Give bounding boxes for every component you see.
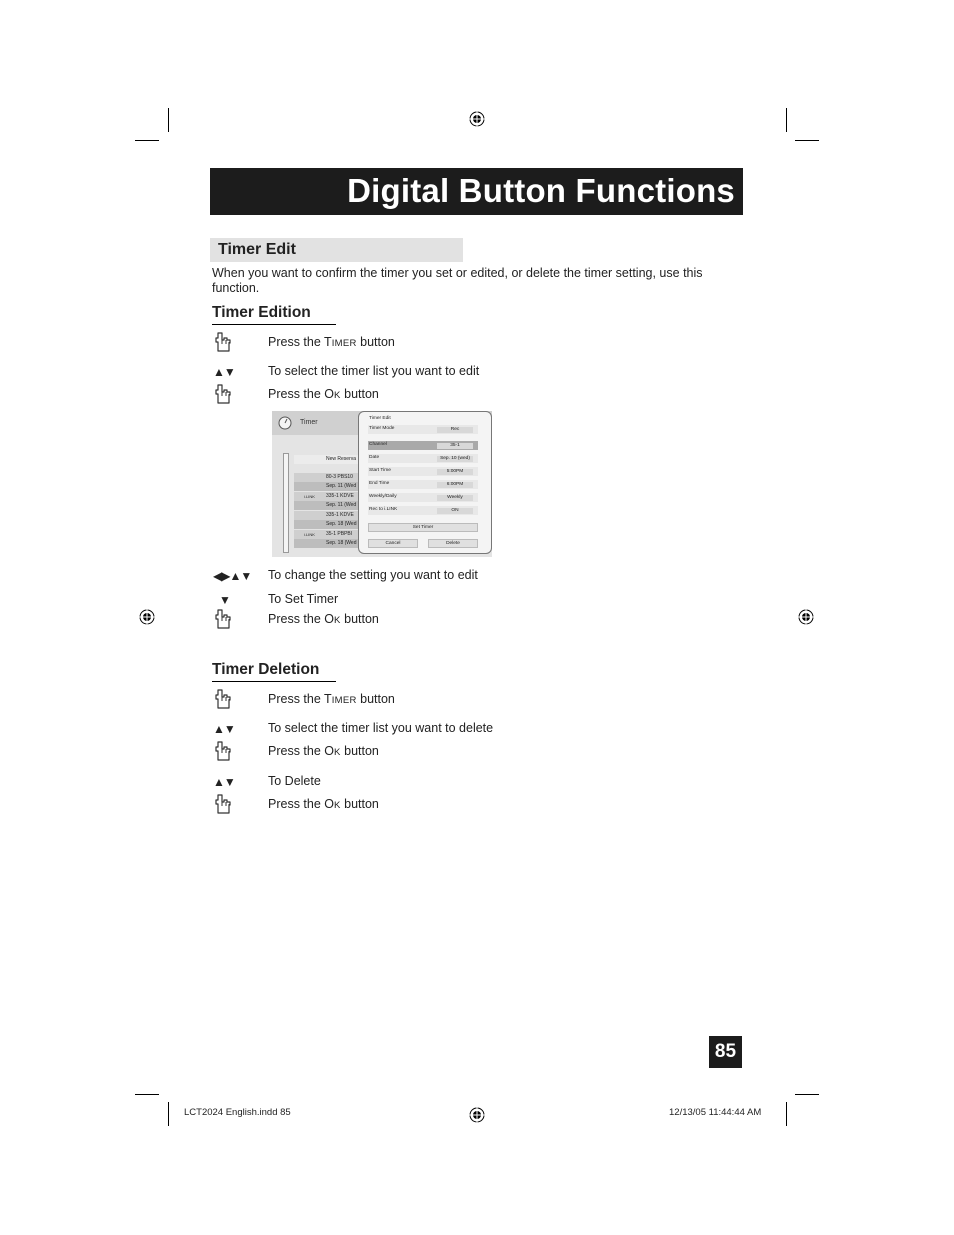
crop-mark xyxy=(135,140,159,141)
timer-list-label: Sep. 18 (Wed xyxy=(326,540,357,546)
step-text-part: Press the O xyxy=(268,612,334,626)
step-text: To select the timer list you want to edit xyxy=(268,364,480,378)
timer-list-label: 35-1 PBPBI xyxy=(326,531,353,537)
timer-list-item[interactable] xyxy=(294,473,358,482)
step-text: To change the setting you want to edit xyxy=(268,568,478,582)
timer-list-label: 335-1 KDVE xyxy=(326,493,354,499)
step-text-part: Press the O xyxy=(268,387,334,401)
hand-button-icon xyxy=(212,739,236,763)
dialog-field-value[interactable]: ON xyxy=(437,508,473,514)
dialog-field-label: Date xyxy=(369,455,380,460)
footer-file: LCT2024 English.indd 85 xyxy=(184,1107,291,1118)
timer-edit-dialog xyxy=(358,411,492,554)
crop-mark xyxy=(168,1102,169,1126)
button-name: IMER xyxy=(331,338,357,349)
dialog-field-label: Timer Mode xyxy=(369,426,395,431)
crop-mark xyxy=(786,1102,787,1126)
button-name: K xyxy=(334,615,341,626)
timer-edition-heading: Timer Edition xyxy=(212,304,336,325)
timer-list-item[interactable] xyxy=(294,482,358,491)
hand-button-icon xyxy=(212,607,236,631)
step-text-part: Press the O xyxy=(268,797,334,811)
hand-button-icon xyxy=(212,687,236,711)
step-text-part: button xyxy=(340,612,379,626)
timer-list-item[interactable] xyxy=(294,530,358,539)
dialog-field-value[interactable]: Weekly xyxy=(437,495,473,501)
timer-list-item[interactable] xyxy=(294,455,358,464)
crop-mark xyxy=(795,140,819,141)
down-arrow-icon: ▼ xyxy=(219,593,230,607)
clock-icon xyxy=(278,415,292,431)
timer-list-label: New Reserva xyxy=(326,456,357,462)
timer-list-item[interactable] xyxy=(294,539,358,548)
crop-mark xyxy=(135,1094,159,1095)
timer-list-label: Sep. 11 (Wed xyxy=(326,502,357,508)
up-down-arrows-icon: ▲▼ xyxy=(213,775,235,789)
intro-paragraph: When you want to confirm the timer you set or edited, or delete the timer setting, use this function. xyxy=(212,266,703,295)
timer-list-label: Sep. 11 (Wed xyxy=(326,483,357,489)
delete-button[interactable]: Delete xyxy=(428,539,478,548)
timer-list-label: Sep. 18 (Wed xyxy=(326,521,357,527)
set-timer-button[interactable]: Set Timer xyxy=(368,523,478,532)
dialog-field-label: Start Time xyxy=(369,468,391,473)
up-down-arrows-icon: ▲▼ xyxy=(213,722,235,736)
cancel-button[interactable]: Cancel xyxy=(368,539,418,548)
list-scrollbar[interactable] xyxy=(283,453,289,553)
step-text-part: button xyxy=(340,744,379,758)
step-text xyxy=(268,335,395,349)
timer-deletion-heading: Timer Deletion xyxy=(212,661,336,682)
timer-list-item[interactable] xyxy=(294,501,358,510)
dialog-field-value[interactable]: Sep. 10 (wed) xyxy=(437,456,473,462)
ilink-tag: i.LINK xyxy=(304,532,315,537)
dialog-field-value[interactable]: 35-1 xyxy=(437,443,473,449)
step-text-part: button xyxy=(356,692,395,706)
dialog-field-value[interactable]: Rec xyxy=(437,427,473,433)
step-text-part: button xyxy=(340,797,379,811)
up-down-arrows-icon: ▲▼ xyxy=(213,365,235,379)
hand-button-icon xyxy=(212,792,236,816)
timer-list-label: 80-3 PBS10 xyxy=(326,474,353,480)
dialog-field-label: Channel xyxy=(369,442,387,447)
step-text: To Delete xyxy=(268,774,321,788)
timer-list-item[interactable] xyxy=(294,511,358,520)
dialog-field-label: End Time xyxy=(369,481,390,486)
step-text-part: Press the T xyxy=(268,692,332,706)
registration-mark-icon xyxy=(798,609,814,625)
dialog-title: Timer Edit xyxy=(369,416,391,421)
button-name: K xyxy=(334,390,341,401)
registration-mark-icon xyxy=(139,609,155,625)
dialog-field-value[interactable]: 6:00PM xyxy=(437,482,473,488)
hand-button-icon xyxy=(212,330,236,354)
registration-mark-icon xyxy=(469,1107,485,1123)
screen-title: Timer xyxy=(300,419,318,426)
step-text: To select the timer list you want to delete xyxy=(268,721,494,735)
step-text-part: Press the O xyxy=(268,744,334,758)
step-text: To Set Timer xyxy=(268,592,339,606)
timer-list-item[interactable] xyxy=(294,492,358,501)
dialog-field-value[interactable]: 5:00PM xyxy=(437,469,473,475)
step-text xyxy=(268,387,379,401)
ilink-tag: i.LINK xyxy=(304,494,315,499)
dialog-field-label: Weekly/Daily xyxy=(369,494,397,499)
button-name: K xyxy=(334,800,341,811)
button-name: IMER xyxy=(331,695,357,706)
step-text-part: button xyxy=(356,335,395,349)
step-text xyxy=(268,744,379,758)
crop-mark xyxy=(786,108,787,132)
step-text xyxy=(268,612,379,626)
four-way-arrows-icon: ◀▶▲▼ xyxy=(213,569,252,583)
hand-button-icon xyxy=(212,382,236,406)
crop-mark xyxy=(168,108,169,132)
dialog-field-label: Rec to i.LINK xyxy=(369,507,398,512)
timer-list-item[interactable] xyxy=(294,520,358,529)
title-banner xyxy=(210,168,743,215)
section-title: Timer Edit xyxy=(218,241,296,258)
step-text-part: Press the T xyxy=(268,335,332,349)
step-text xyxy=(268,692,395,706)
timer-list-label: 335-1 KDVE xyxy=(326,512,354,518)
page-title: Digital Button Functions xyxy=(347,172,735,209)
step-text-part: button xyxy=(340,387,379,401)
crop-mark xyxy=(795,1094,819,1095)
step-text xyxy=(268,797,379,811)
section-header xyxy=(210,238,463,262)
page-number: 85 xyxy=(709,1036,742,1068)
button-name: K xyxy=(334,747,341,758)
registration-mark-icon xyxy=(469,111,485,127)
footer-date: 12/13/05 11:44:44 AM xyxy=(669,1107,762,1118)
